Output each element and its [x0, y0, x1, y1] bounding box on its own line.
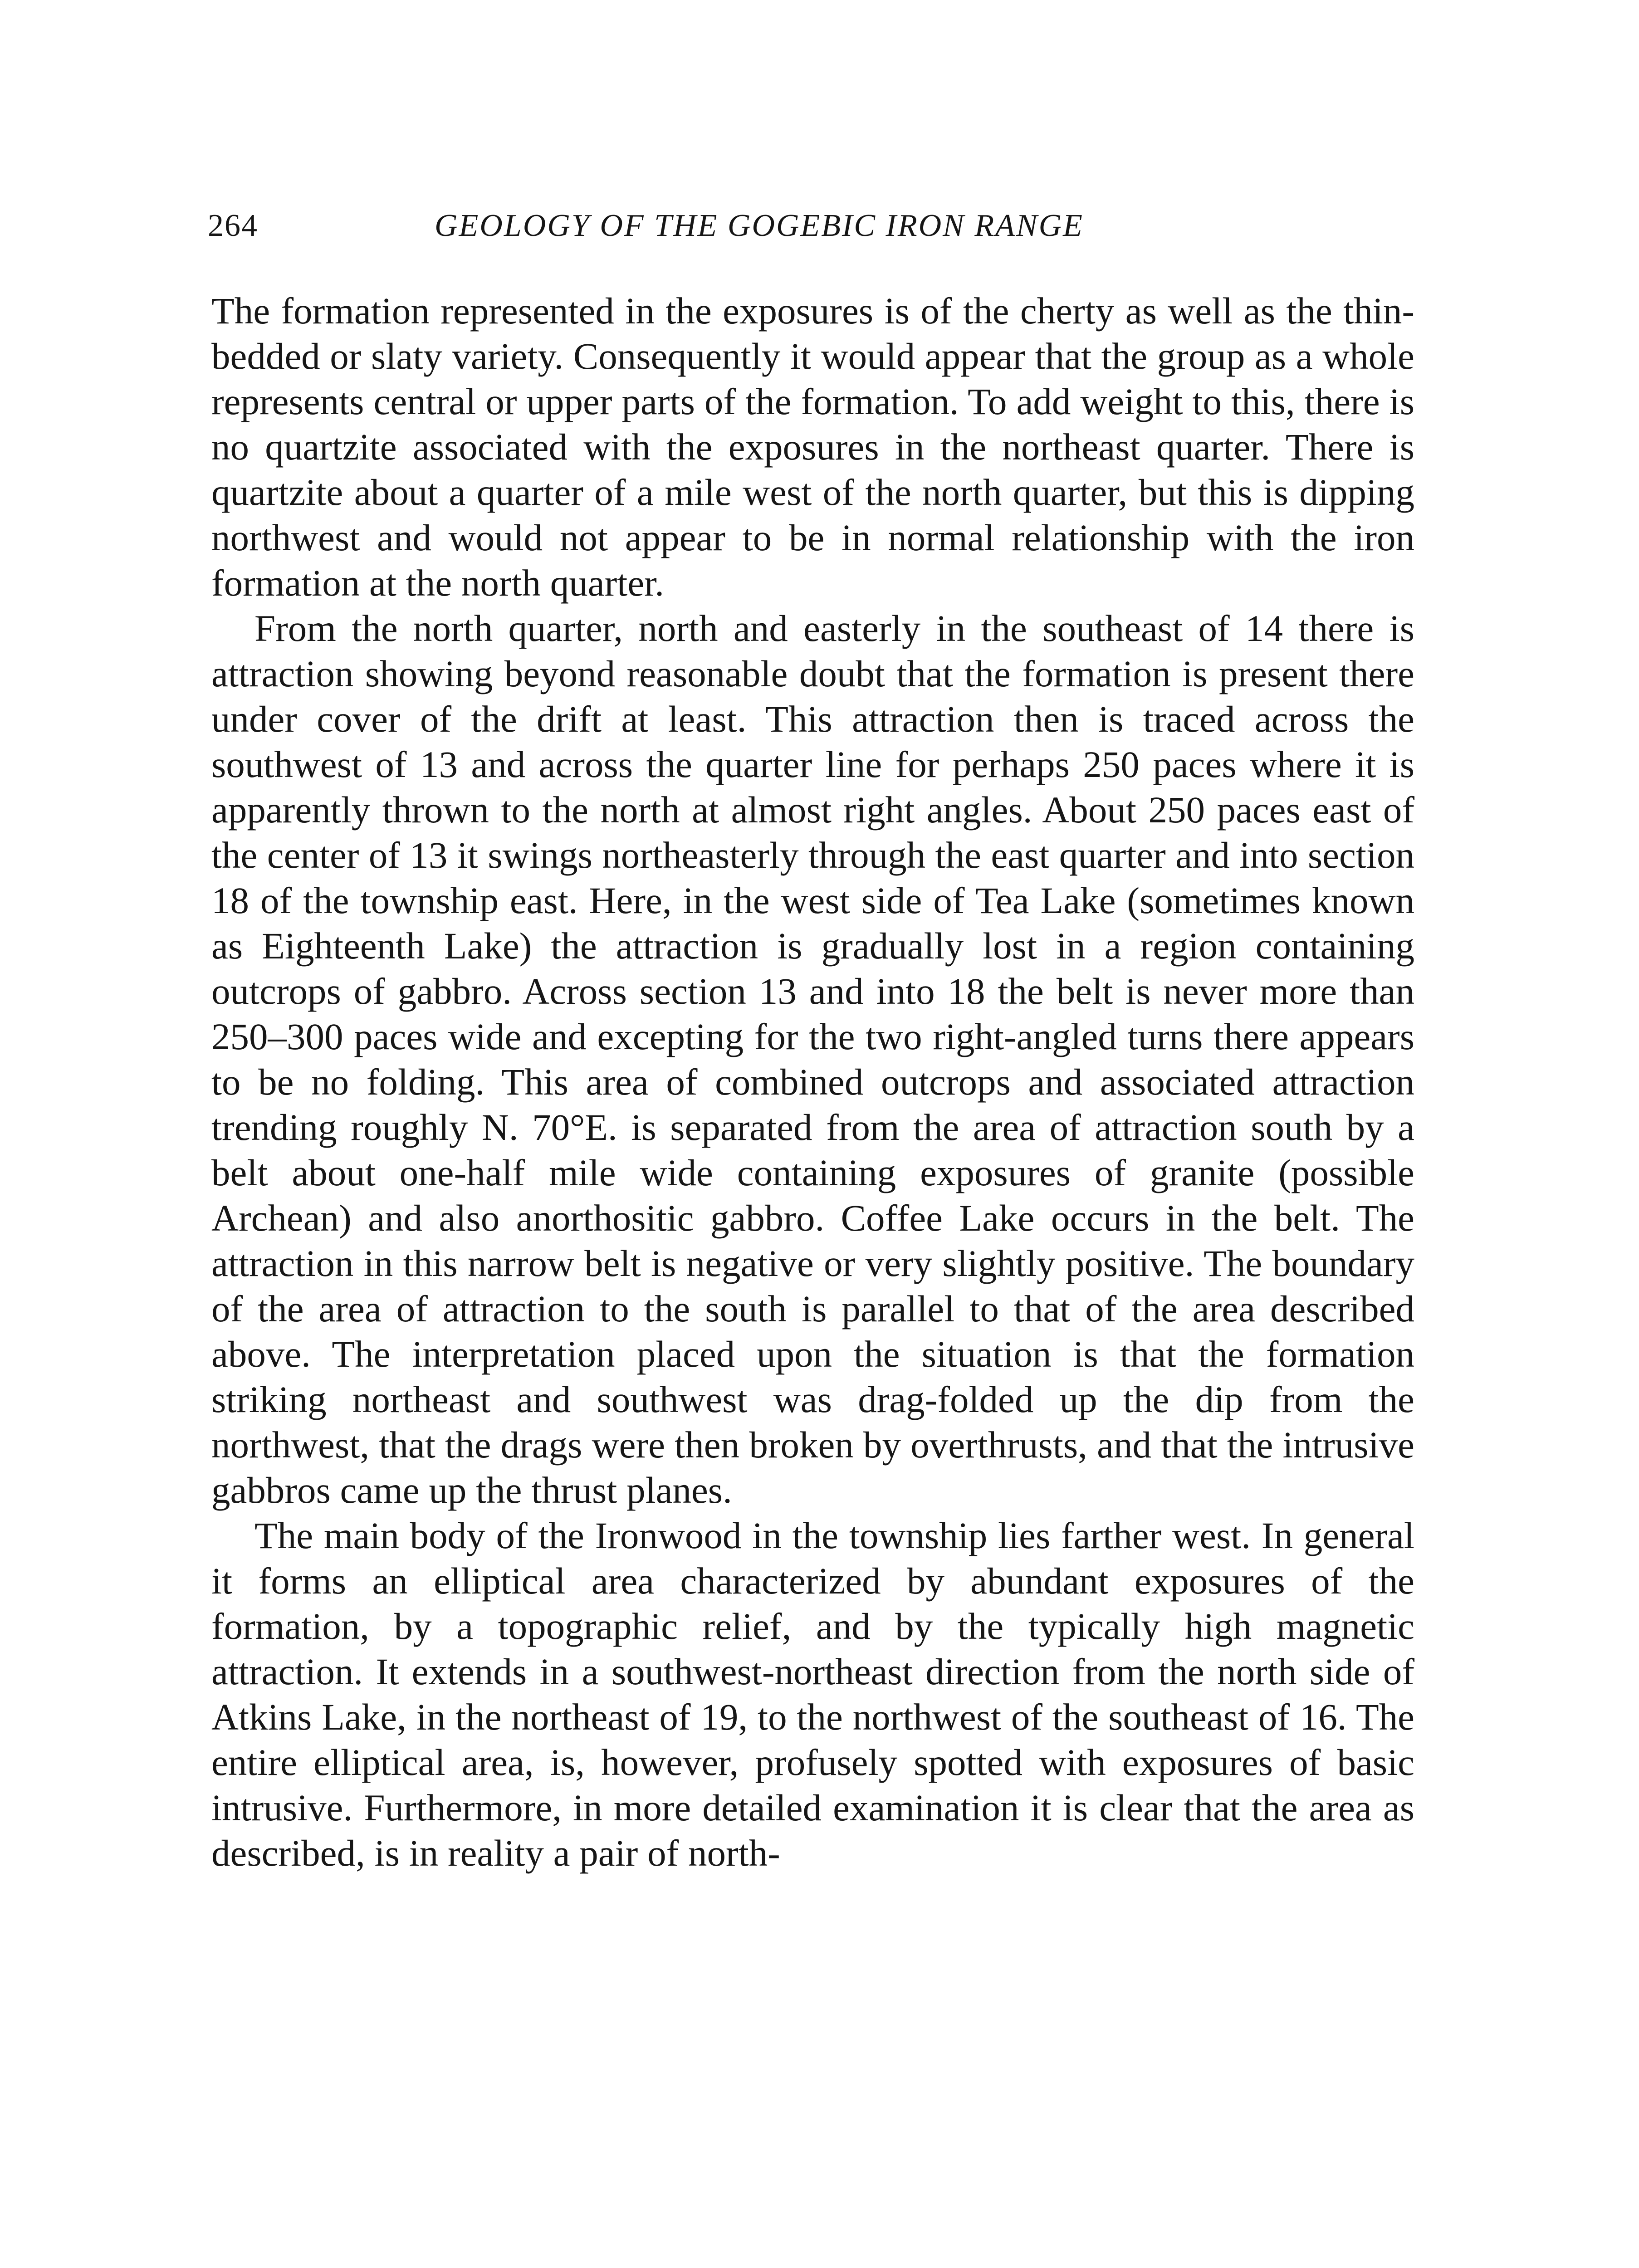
body-text — [211, 288, 1414, 1876]
paragraph: From the north quarter, north and easterly in the southeast of 14 there is attraction showing beyond reasonable doubt that the formation is present there under cover of the drift at least. This attraction then is traced across the southwest of 13 and across the quarter line for perhaps 250 paces where it is apparently thrown to the north at almost right angles. About 250 paces east of the center of 13 it swings northeasterly through the east quarter and into section 18 of the township east. Here, in the west side of Tea Lake (sometimes known as Eighteenth Lake) the attraction is gradually lost in a region containing outcrops of gabbro. Across section 13 and into 18 the belt is never more than 250–300 paces wide and excepting for the two right-angled turns there appears to be no folding. This area of combined outcrops and associated attraction trending roughly N. 70°E. is separated from the area of attraction south by a belt about one-half mile wide containing exposures of granite (possible Archean) and also anorthositic gabbro. Coffee Lake occurs in the belt. The attraction in this narrow belt is negative or very slightly positive. The boundary of the area of attraction to the south is parallel to that of the area described above. The interpretation placed upon the situation is that the formation striking northeast and southwest was drag-folded up the dip from the northwest, that the drags were then broken by overthrusts, and that the intrusive gabbros came up the thrust planes. — [211, 607, 1414, 1511]
running-title: GEOLOGY OF THE GOGEBIC IRON RANGE — [435, 208, 1084, 243]
paragraph: The main body of the Ironwood in the township lies farther west. In general it forms an elliptical area characterized by abundant exposures of the formation, by a topographic relief, and by the typically high magnetic attraction. It extends in a southwest-northeast direction from the north side of Atkins Lake, in the northeast of 19, to the northwest of the southeast of 16. The entire elliptical area, is, however, profusely spotted with exposures of basic intrusive. Furthermore, in more detailed examination it is clear that the area as described, is in reality a pair of north- — [211, 1515, 1414, 1874]
page-number: 264 — [208, 208, 258, 243]
running-head — [208, 199, 1433, 253]
paragraph: The formation represented in the exposures is of the cherty as well as the thin-bedded or slaty variety. Consequently it would appear that the group as a whole represents central or upper parts of the formation. To add weight to this, there is no quartzite associated with the exposures in the northeast quarter. There is quartzite about a quarter of a mile west of the north quarter, but this is dipping northwest and would not appear to be in normal relationship with the iron formation at the north quarter. — [211, 290, 1414, 604]
